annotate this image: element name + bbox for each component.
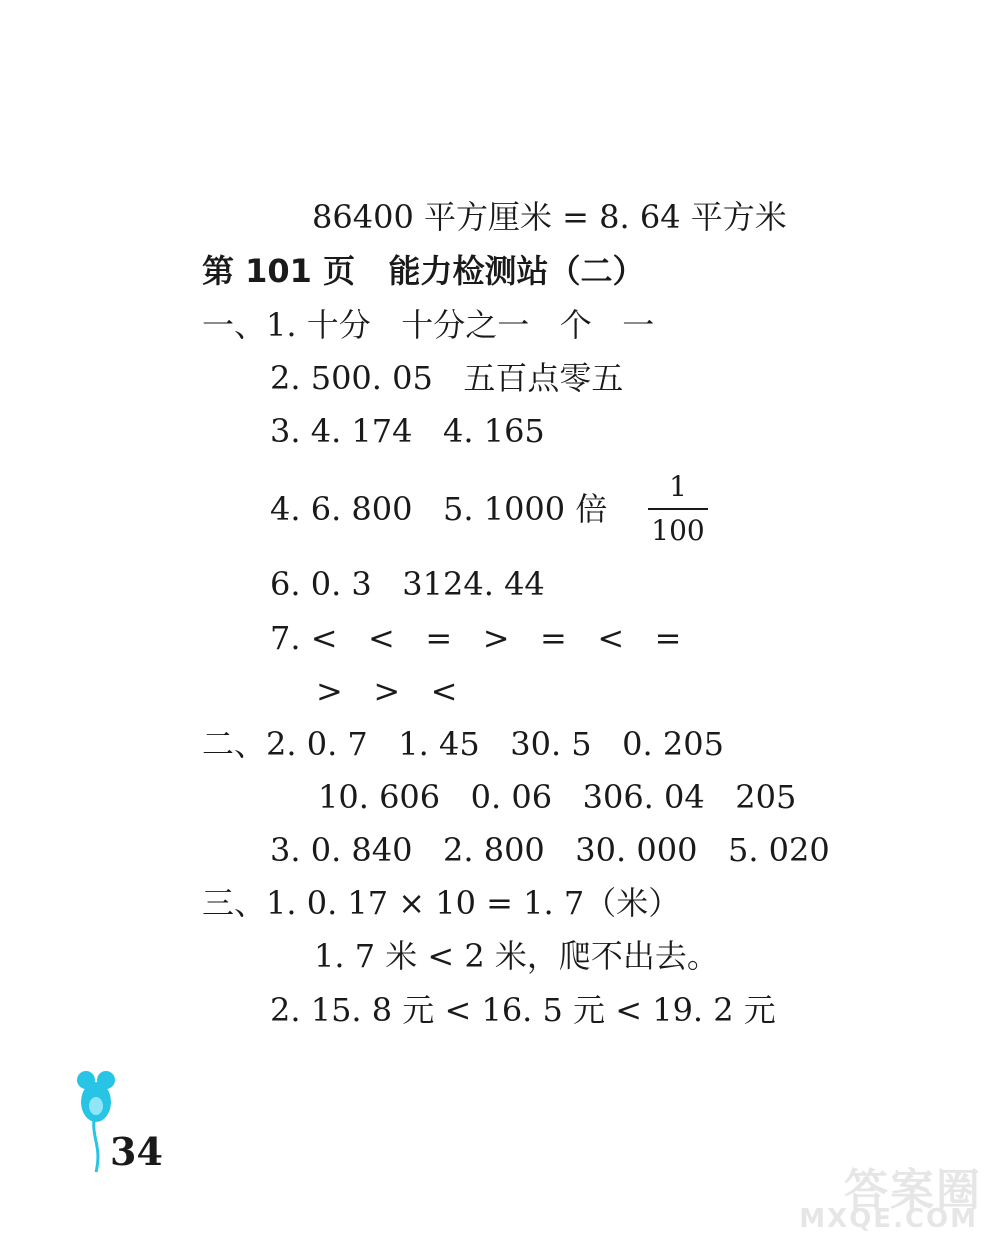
fraction-numerator: 1 <box>669 470 687 503</box>
answer-line: 2. 500. 05 五百点零五 <box>270 359 624 397</box>
answer-line: 10. 606 0. 06 306. 04 205 <box>318 778 797 816</box>
answer-line: 3. 4. 174 4. 165 <box>270 412 545 450</box>
answer-line: 1. 7 米 < 2 米，爬不出去。 <box>314 937 719 975</box>
answer-line: 6. 0. 3 3124. 44 <box>270 565 545 603</box>
answer-line: > > < <box>316 672 458 710</box>
answer-line: 三、1. 0. 17 × 10 = 1. 7（米） <box>202 884 681 922</box>
answer-line: 2. 15. 8 元 < 16. 5 元 < 19. 2 元 <box>270 991 776 1029</box>
watermark <box>799 1154 992 1244</box>
section-heading: 第 101 页 能力检测站（二） <box>202 252 645 290</box>
conversion-line: 86400 平方厘米 = 8. 64 平方米 <box>312 198 787 236</box>
answer-line: 7. < < = > = < = <box>270 619 682 657</box>
watermark-logo-text: 答案圈 <box>844 1165 982 1216</box>
page-number: 34 <box>110 1129 163 1174</box>
answer-line: 一、1. 十分 十分之一 个 一 <box>202 306 655 344</box>
answer-line: 二、2. 0. 7 1. 45 30. 5 0. 205 <box>202 725 724 763</box>
answer-line: 4. 6. 800 5. 1000 倍 <box>270 490 608 528</box>
answer-line: 3. 0. 840 2. 800 30. 000 5. 020 <box>270 831 830 869</box>
watermark-domain: MXQE.COM <box>799 1204 978 1234</box>
fraction-denominator: 100 <box>651 514 705 547</box>
fraction-bar <box>648 508 708 510</box>
fraction <box>642 470 714 548</box>
